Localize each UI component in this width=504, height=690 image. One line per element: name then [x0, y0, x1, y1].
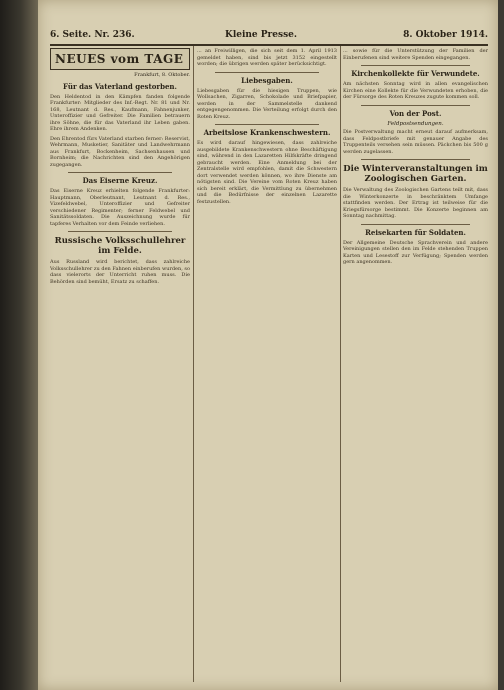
article-heading: Reisekarten für Soldaten.: [365, 227, 466, 237]
article-heading: Russische Volksschullehrer im Felde.: [54, 236, 186, 256]
article-text: Das Eiserne Kreuz erhielten folgende Frankfurter: Hauptmann, Oberleutnant, Leutnant d. Res., Vizefeldwebel, Unteroffizier und Gefreiter verschiedener Regimenter; ferner Feldwebel und Sanitätssoldaten. Die Auszeichnung wurde für tapferes Verhalten vor dem Feinde verliehen.: [50, 188, 190, 227]
column-1: [50, 48, 190, 682]
article-text: Den Heldentod in den Kämpfen fanden folgende Frankfurter: Mitglieder des Inf.-Regt. Nr. 81 und Nr. 168, Leutnant d. Res., Kaufmann, Fahnenjunker, Unteroffizier und Gefreiter. Die Familien betrauern ihre Söhne, die für das Vaterland ihr Leben gaben. Ehre ihrem Andenken.: [50, 93, 190, 132]
column-rule: [340, 46, 341, 682]
page-number: 6. Seite. Nr. 236.: [50, 30, 135, 40]
paper-title: Kleine Presse.: [225, 30, 298, 40]
issue-date: 8. Oktober 1914.: [403, 30, 488, 40]
divider: [361, 224, 470, 225]
page-header: [50, 30, 488, 44]
article-text: ... an Freiwilligen, die sich seit dem 1. April 1913 gemeldet haben, sind bis jetzt 3152 eingestellt worden; die übrigen werden später berücksichtigt.: [197, 48, 337, 67]
book-binding: [0, 0, 38, 690]
article-heading: Von der Post.: [389, 108, 442, 118]
section-masthead: NEUES vom TAGE: [50, 48, 190, 70]
divider: [215, 72, 319, 73]
divider: [361, 105, 470, 106]
article-heading: Arbeitslose Krankenschwestern.: [203, 128, 331, 137]
article-text: Die Verwaltung des Zoologischen Gartens teilt mit, dass die Winterkonzerte in beschränktem Umfange stattfinden werden. Der Ertrag ist teilweise für die Kriegsfürsorge bestimmt. Die Konzerte beginnen am Sonntag nachmittag.: [343, 187, 488, 219]
article-heading: Kirchenkollekte für Verwundete.: [351, 69, 480, 78]
column-rule: [193, 46, 194, 682]
header-rule: [50, 44, 488, 46]
column-2: [197, 48, 337, 682]
article-subheading: Feldpostsendungen.: [387, 120, 444, 127]
newspaper-page: [38, 0, 498, 690]
article-heading: Liebesgaben.: [241, 75, 293, 85]
article-text: Aus Russland wird berichtet, dass zahlreiche Volksschullehrer zu den Fahnen einberufen wurden, so dass vielerorts der Unterricht ruhen muss. Die Behörden sind bemüht, Ersatz zu schaffen.: [50, 259, 190, 285]
divider: [68, 231, 172, 232]
article-text: Die Postverwaltung macht erneut darauf aufmerksam, dass Feldpostbriefe mit genauer Angabe des Truppenteils versehen sein müssen. Päckchen bis 500 g werden zugelassen.: [343, 129, 488, 155]
divider: [68, 172, 172, 173]
dateline: Frankfurt, 8. Oktober.: [134, 72, 190, 78]
article-heading: Die Winterveranstaltungen im Zoologischen Garten.: [343, 164, 488, 184]
divider: [215, 124, 319, 125]
article-text: Am nächsten Sonntag wird in allen evangelischen Kirchen eine Kollekte für die Verwundeten erhoben, die der Fürsorge des Roten Kreuzes zugute kommen soll.: [343, 81, 488, 100]
article-heading: Für das Vaterland gestorben.: [63, 81, 177, 91]
article-text: Liebesgaben für die hiesigen Truppen, wie Wollsachen, Zigarren, Schokolade und Briefpapier, werden in der Sammelstelle dankend entgegengenommen. Die Verteilung erfolgt durch den Roten Kreuz.: [197, 87, 337, 120]
divider: [361, 65, 470, 66]
column-3: [343, 48, 488, 682]
article-text: Den Ehrentod fürs Vaterland starben ferner: Reservist, Wehrmann, Musketier, Sanitäter und Landwehrmann aus Frankfurt, Bockenheim, Sachsenhausen und Bornheim; die Nachrichten sind den Angehörigen zugegangen.: [50, 135, 190, 168]
divider: [361, 159, 470, 160]
article-text: ... sowie für die Unterstützung der Familien der Einberufenen sind weitere Spenden eingegangen.: [343, 48, 488, 61]
article-heading: Das Eiserne Kreuz.: [82, 176, 158, 185]
article-text: Es wird darauf hingewiesen, dass zahlreiche ausgebildete Krankenschwestern ohne Beschäftigung sind, während in den Lazaretten Hilfskräfte dringend gebraucht werden. Eine Anmeldung bei der Zentralstelle wird empfohlen, damit die Schwestern dort verwendet werden können, wo ihre Dienste am nötigsten sind. Die Vereine vom Roten Kreuz haben sich bereit erklärt, die Vermittlung zu übernehmen und die Bedürfnisse der einzelnen Lazarette festzustellen.: [197, 140, 337, 205]
article-text: Der Allgemeine Deutsche Sprachverein und andere Vereinigungen stellen den im Felde stehenden Truppen Karten und Lesestoff zur Verfügung; Spenden werden gern angenommen.: [343, 239, 488, 265]
